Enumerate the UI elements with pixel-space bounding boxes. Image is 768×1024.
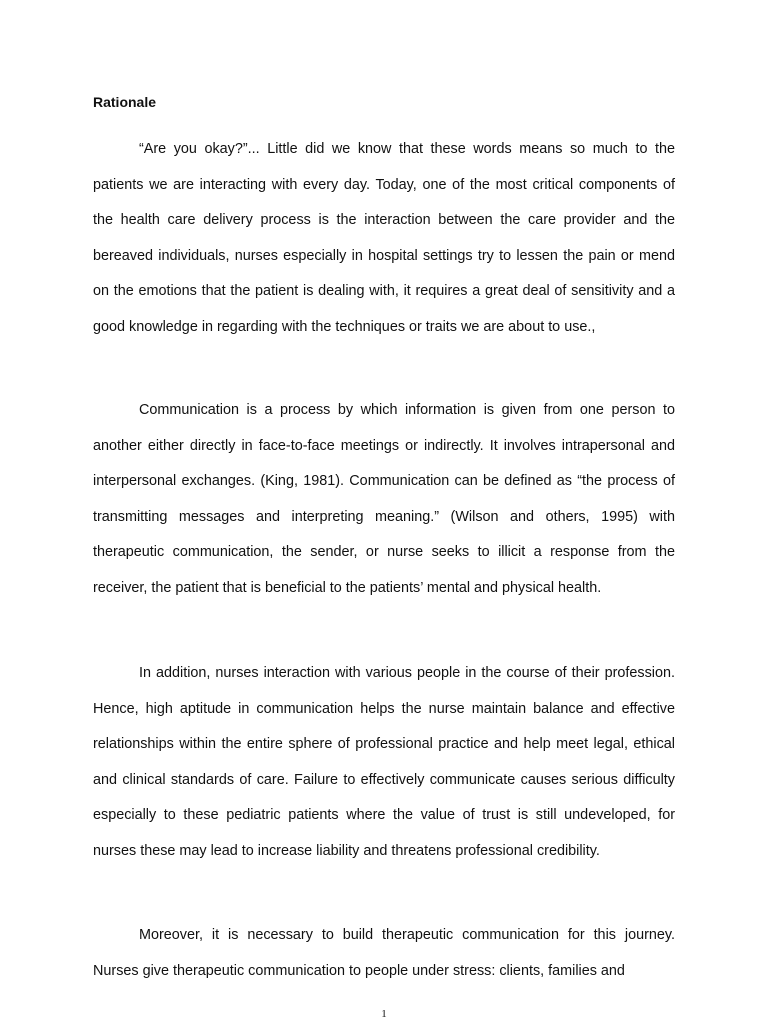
section-heading: Rationale xyxy=(93,94,157,110)
paragraph-rationale-intro: “Are you okay?”... Little did we know that these words means so much to the patients we are interacting with every day. Today, one of the most critical components of the health care delivery process is the interaction between the care provider and the bereaved individuals, nurses especially in hospital settings try to lessen the pain or mend on the emotions that the patient is dealing with, it requires a great deal of sensitivity and a good knowledge in regarding with the techniques or traits we are about to use., xyxy=(93,141,675,335)
paragraph-nurse-interaction: In addition, nurses interaction with various people in the course of their profession. Hence, high aptitude in communication helps the nurse maintain balance and effective relationships within the entire sphere of professional practice and help meet legal, ethical and clinical standards of care. Failure to effectively communicate causes serious difficulty especially to these pediatric patients where the value of trust is still undeveloped, for nurses these may lead to increase liability and threatens professional credibility. xyxy=(93,665,675,859)
page-number: 1 xyxy=(381,1008,387,1020)
paragraph-communication-definition: Communication is a process by which information is given from one person to another either directly in face-to-face meetings or indirectly. It involves intrapersonal and interpersonal exchanges. (King, 1981). Communication can be defined as “the process of transmitting messages and interpreting meaning.” (Wilson and others, 1995) with therapeutic communication, the sender, or nurse seeks to illicit a response from the receiver, the patient that is beneficial to the patients’ mental and physical health. xyxy=(93,402,675,596)
paragraph-therapeutic-communication: Moreover, it is necessary to build therapeutic communication for this journey. Nurses give therapeutic communication to people under stress: clients, families and xyxy=(93,927,675,979)
